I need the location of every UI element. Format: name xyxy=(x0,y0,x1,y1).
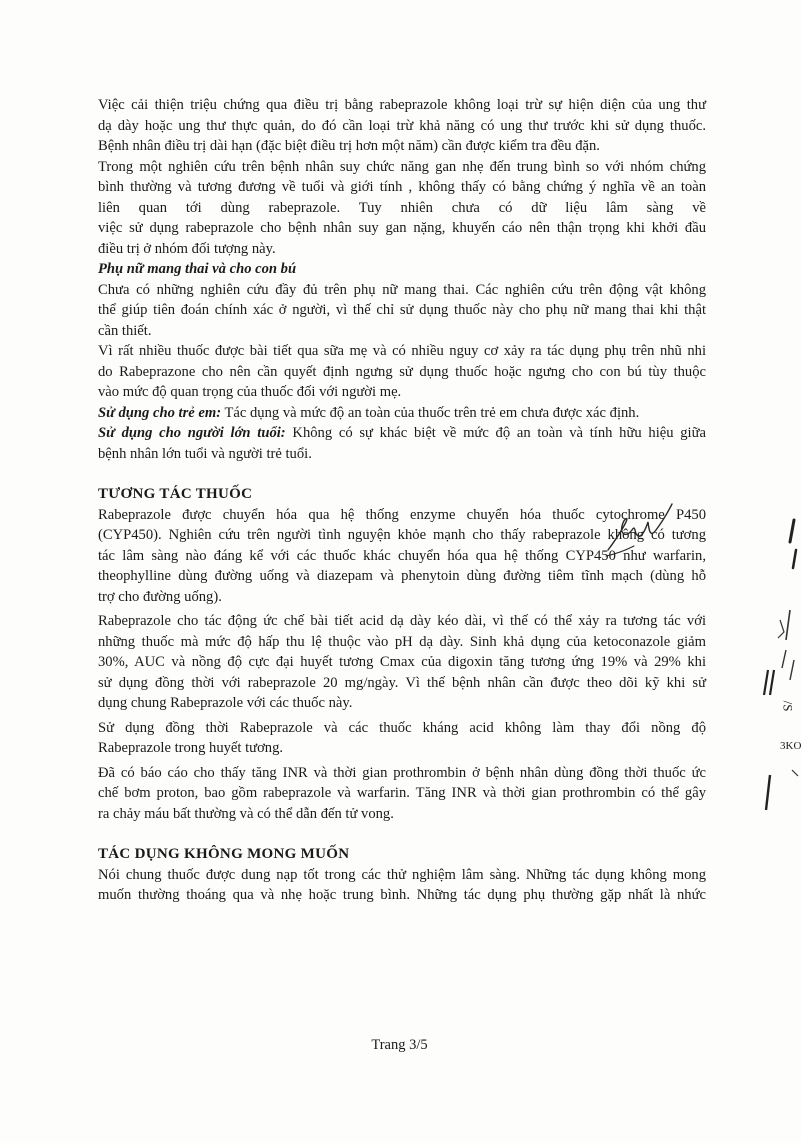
text-line: dạ dày hoặc ung thư thực quản, do đó cần loại trừ khả năng có ung thư trước khi sử dụng thuốc. xyxy=(98,117,706,134)
interactions-paragraph-2 xyxy=(98,611,706,714)
edge-mark-text: 3KO xyxy=(780,740,801,752)
text-line: bệnh nhân lớn tuổi và người trẻ tuổi. xyxy=(98,445,312,462)
interactions-title: TƯƠNG TÁC THUỐC xyxy=(98,486,253,502)
text-line: Nói chung thuốc được dung nạp tốt trong các thử nghiệm lâm sàng. Những tác dụng không mong xyxy=(98,866,706,883)
text-line: Trong một nghiên cứu trên bệnh nhân suy chức năng gan nhẹ đến trung bình so với nhóm chứng xyxy=(98,158,706,175)
elderly-paragraph xyxy=(98,423,706,464)
text-line: 30%, AUC và nồng độ cực đại huyết tương Cmax của digoxin tăng tương ứng 19% và 29% khi xyxy=(98,654,706,670)
text-line: Chưa có những nghiên cứu đầy đủ trên phụ nữ mang thai. Các nghiên cứu trên động vật không xyxy=(98,281,706,298)
text-line: chế bơm proton, bao gồm rabeprazole và warfarin. Tăng INR và thời gian prothrombin có thể gây xyxy=(98,785,706,801)
text-line: bình thường và tương đương về tuổi và giới tính , không thấy có bằng chứng ý nghĩa về an toàn xyxy=(98,179,706,195)
text-line: vào mức độ quan trọng của thuốc đối với người mẹ. xyxy=(98,384,402,400)
edge-stamp-fragments xyxy=(760,520,799,840)
text-line: cần thiết. xyxy=(98,322,152,339)
children-paragraph xyxy=(98,403,706,424)
adverse-effects-title: TÁC DỤNG KHÔNG MONG MUỐN xyxy=(98,846,350,862)
elderly-text: Không có sự khác biệt về mức độ an toàn và tính hữu hiệu giữa xyxy=(285,425,707,441)
text-line: Rabeprazole trong huyết tương. xyxy=(98,740,284,756)
text-line: trợ cho đường uống). xyxy=(98,588,222,605)
text-line: tác lâm sàng nào đáng kể với các thuốc khác chuyển hóa qua hệ thống CYP450 như warfarin, xyxy=(98,547,706,564)
text-line: Sử dụng đồng thời Rabeprazole và các thuốc kháng acid không làm thay đổi nồng độ xyxy=(98,719,706,736)
text-line: muốn thường thoáng qua và nhẹ hoặc trung bình. Những tác dụng phụ thường gặp nhất là nhức xyxy=(98,887,706,903)
text-line: sử dụng đồng thời với rabeprazole 20 mg/ngày. Vì thế bệnh nhân cần được theo dõi kỹ khi sử xyxy=(98,674,706,691)
text-line: do Rabeprazone cho nên cần quyết định ngưng sử dụng thuốc hoặc ngưng cho con bú tùy thuộc xyxy=(98,363,706,380)
pregnancy-paragraph-2 xyxy=(98,341,706,403)
text-line: ra chảy máu bất thường và có thể dẫn đến tử vong. xyxy=(98,805,394,822)
adverse-effects-paragraph xyxy=(98,865,706,906)
elderly-label: Sử dụng cho người lớn tuổi: xyxy=(98,425,286,441)
text-line: thể giúp tiên đoán chính xác ở người, vì thế chỉ sử dụng thuốc này cho phụ nữ mang thai khi thật xyxy=(98,302,706,318)
interactions-paragraph-4 xyxy=(98,763,706,825)
text-line: Việc cải thiện triệu chứng qua điều trị bằng rabeprazole không loại trừ sự hiện diện của ung thư xyxy=(98,97,706,113)
text-line: Vì rất nhiều thuốc được bài tiết qua sữa mẹ và có nhiều nguy cơ xảy ra tác dụng phụ trên nhũ nhi xyxy=(98,343,706,359)
text-line: Bệnh nhân điều trị dài hạn (đặc biệt điều trị hơn một năm) cần được kiểm tra đều đặn. xyxy=(98,138,600,154)
text-line: (CYP450). Nghiên cứu trên người tình nguyện khỏe mạnh cho thấy rabeprazole không có tương xyxy=(98,527,706,543)
text-line xyxy=(98,423,706,444)
signature-mark xyxy=(604,500,674,560)
children-text: Tác dụng và mức độ an toàn của thuốc trên trẻ em chưa được xác định. xyxy=(221,404,640,421)
interactions-paragraph-3 xyxy=(98,718,706,759)
text-line: điều trị ở nhóm đối tượng này. xyxy=(98,240,276,257)
text-line: Rabeprazole được chuyển hóa qua hệ thống enzyme chuyển hóa thuốc cytochrome P450 xyxy=(98,506,706,523)
pregnancy-paragraph-1 xyxy=(98,280,706,342)
text-line: Rabeprazole cho tác động ức chế bài tiết acid dạ dày kéo dài, vì thế có thể xảy ra tương tác với xyxy=(98,613,706,629)
page-number: Trang 3/5 xyxy=(371,1037,428,1053)
text-line: việc sử dụng rabeprazole cho bệnh nhân suy gan nặng, khuyến cáo nên thận trọng khi khởi đầu xyxy=(98,220,706,236)
text-line: Đã có báo cáo cho thấy tăng INR và thời gian prothrombin ở bệnh nhân dùng đồng thời thuốc ức xyxy=(98,764,706,781)
scan-edge-marks xyxy=(760,520,799,840)
text-line: dụng chung Rabeprazole với các thuốc này. xyxy=(98,695,353,711)
text-line: những thuốc mà mức độ hấp thu lệ thuộc vào pH dạ dày. Sinh khả dụng của ketoconazole giảm xyxy=(98,633,706,650)
text-line: theophylline dùng đường uống và diazepam và phenytoin dùng đường tiêm tĩnh mạch (dùng hỗ xyxy=(98,568,706,584)
intro-paragraph xyxy=(98,95,706,259)
pregnancy-heading: Phụ nữ mang thai và cho con bú xyxy=(98,261,297,277)
text-line: liên quan tới dùng rabeprazole. Tuy nhiên chưa có dữ liệu lâm sàng về xyxy=(98,199,706,216)
children-label: Sử dụng cho trẻ em: xyxy=(98,404,222,421)
edge-mark-text: /S xyxy=(780,700,796,712)
